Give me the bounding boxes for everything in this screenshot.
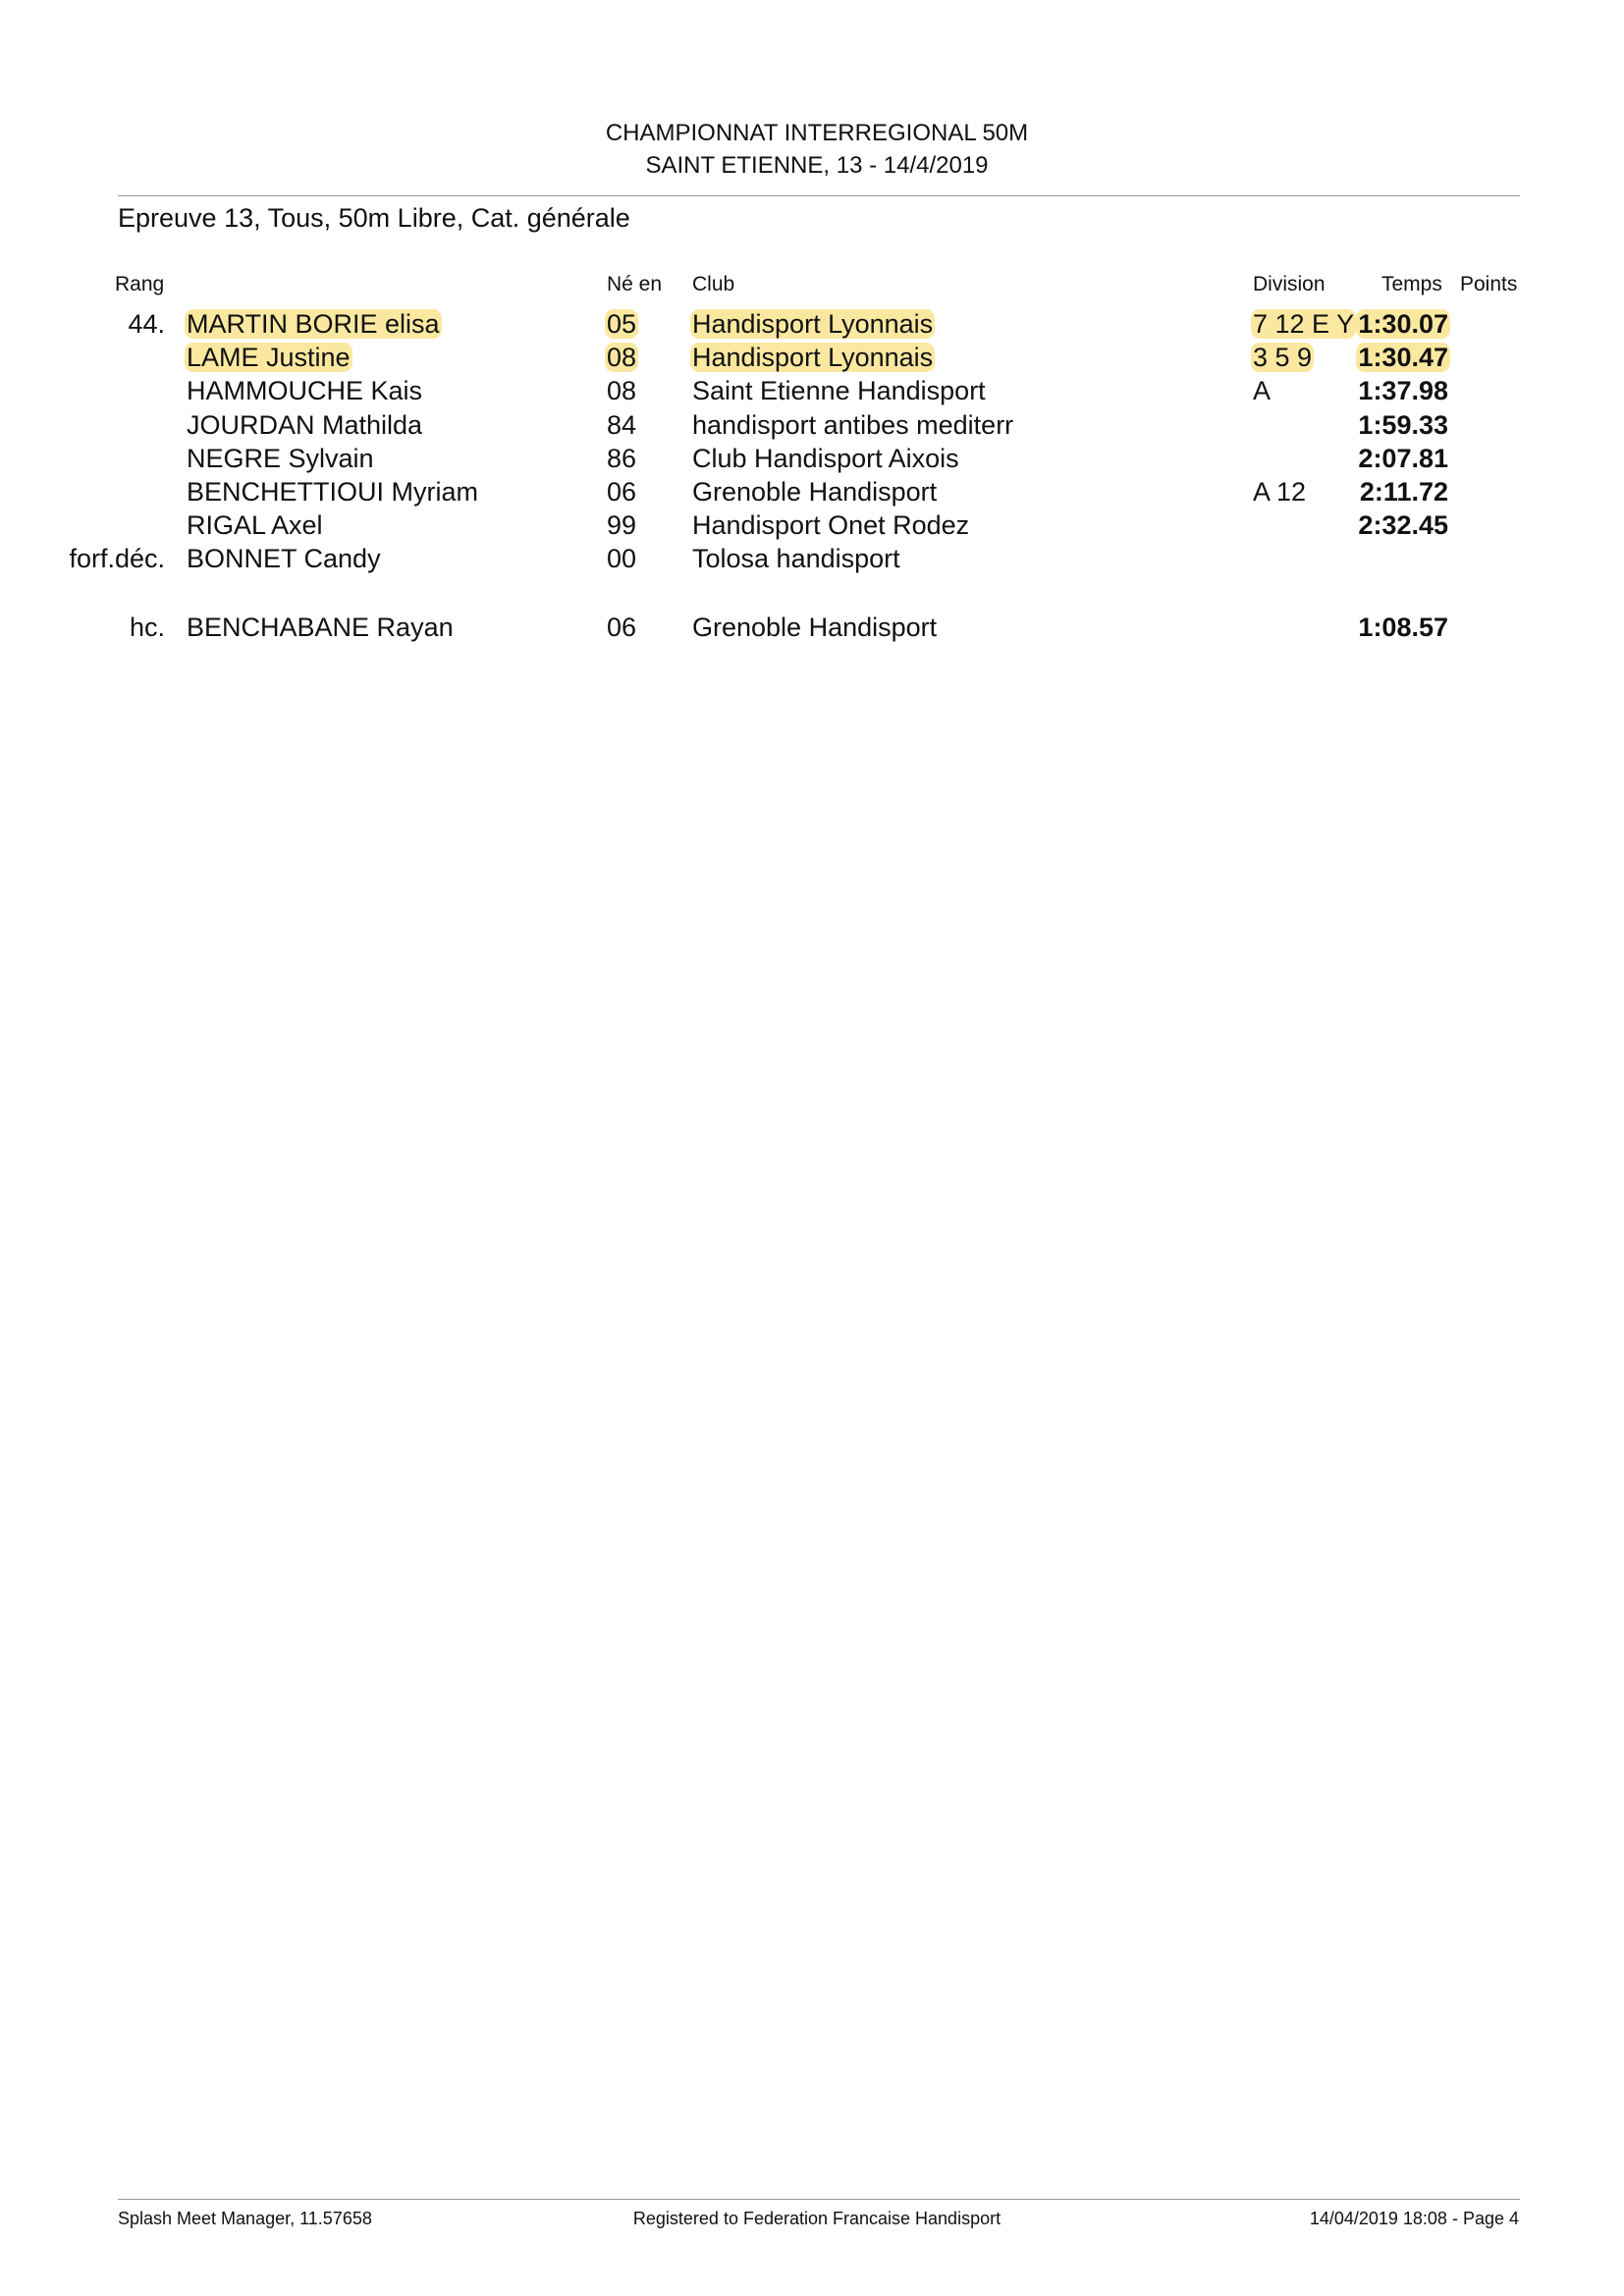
result-born-text: 99 [607,510,637,540]
result-rank-text: forf.déc. [69,544,165,573]
result-club [692,543,900,574]
result-rank [47,476,165,507]
result-club-text: handisport antibes mediterr [692,410,1014,440]
result-time [1321,543,1448,574]
result-club [692,443,959,474]
result-club-text: Saint Etienne Handisport [692,376,986,405]
result-club-text: Grenoble Handisport [692,477,938,507]
result-rank [47,409,165,441]
result-time [1321,375,1448,406]
result-division-text: A [1253,376,1272,405]
result-time-text: 1:30.07 [1358,309,1448,339]
result-name [187,375,422,406]
document-subtitle: SAINT ETIENNE, 13 - 14/4/2019 [645,152,989,179]
result-time-text: 2:07.81 [1358,444,1448,473]
footer-software: Splash Meet Manager, 11.57658 [118,2209,372,2228]
result-name-text: MARTIN BORIE elisa [187,309,440,339]
result-time [1321,409,1448,441]
result-division [1253,375,1271,406]
result-division [1253,342,1312,373]
result-born [607,509,636,541]
footer-registered: Registered to Federation Francaise Handisport [632,2209,1001,2228]
result-name-text: NEGRE Sylvain [187,444,374,473]
result-club [692,612,937,643]
result-rank [47,509,165,541]
result-time [1321,443,1448,474]
column-header-points: Points [1460,273,1518,295]
result-club-text: Grenoble Handisport [692,613,938,642]
result-club [692,476,937,507]
result-name [187,476,478,507]
result-name [187,543,381,574]
column-header-born: Né en [607,273,663,295]
result-born-text: 06 [607,477,637,507]
result-division-text: 7 12 E Y [1253,309,1355,339]
column-header-rank: Rang [115,273,165,295]
result-time-text: 1:59.33 [1358,410,1448,440]
column-header-time: Temps [1381,273,1442,295]
result-time-text: 2:32.45 [1358,510,1448,540]
result-rank-text: hc. [129,613,165,642]
result-rank [47,612,165,643]
result-name-text: JOURDAN Mathilda [187,410,423,440]
result-name-text: BENCHETTIOUI Myriam [187,477,478,507]
result-born-text: 08 [607,343,637,372]
result-time [1321,308,1448,340]
result-rank [47,342,165,373]
result-time-text: 1:30.47 [1358,343,1448,372]
result-rank [47,543,165,574]
result-name [187,308,440,340]
event-title: Epreuve 13, Tous, 50m Libre, Cat. générale [118,203,630,233]
result-club-text: Handisport Lyonnais [692,309,934,339]
header-divider [118,195,1520,196]
result-time [1321,476,1448,507]
footer-divider [118,2199,1520,2200]
result-born-text: 06 [607,613,637,642]
column-header-division: Division [1253,273,1326,295]
result-time [1321,612,1448,643]
result-club [692,308,933,340]
result-name [187,509,323,541]
result-name [187,409,422,441]
result-born [607,443,636,474]
result-name-text: LAME Justine [187,343,351,372]
result-club [692,409,1013,441]
result-born-text: 08 [607,376,637,405]
column-header-club: Club [692,273,735,295]
result-rank [47,375,165,406]
result-born [607,543,636,574]
result-name-text: RIGAL Axel [187,510,323,540]
footer-date-page: 14/04/2019 18:08 - Page 4 [1309,2209,1519,2228]
result-name-text: BONNET Candy [187,544,381,573]
result-club [692,342,933,373]
result-time-text: 1:37.98 [1358,376,1448,405]
result-club-text: Handisport Lyonnais [692,343,934,372]
result-rank-text: 44. [128,309,165,339]
result-club [692,375,986,406]
result-time-text: 2:11.72 [1359,477,1448,507]
result-born [607,342,636,373]
result-club [692,509,969,541]
document-title: CHAMPIONNAT INTERREGIONAL 50M [605,120,1029,146]
result-born [607,612,636,643]
result-name [187,342,351,373]
result-division-text: 3 5 9 [1253,343,1313,372]
result-club-text: Handisport Onet Rodez [692,510,970,540]
result-time [1321,342,1448,373]
result-division-text: A 12 [1253,477,1307,507]
result-time [1321,509,1448,541]
result-club-text: Club Handisport Aixois [692,444,959,473]
result-born [607,375,636,406]
result-rank [47,308,165,340]
result-time-text: 1:08.57 [1358,613,1448,642]
result-name-text: HAMMOUCHE Kais [187,376,423,405]
result-club-text: Tolosa handisport [692,544,900,573]
result-born [607,308,636,340]
result-born [607,476,636,507]
result-born [607,409,636,441]
result-name [187,443,374,474]
result-name-text: BENCHABANE Rayan [187,613,454,642]
result-born-text: 86 [607,444,637,473]
result-rank [47,443,165,474]
result-division [1253,476,1306,507]
result-name [187,612,454,643]
result-born-text: 00 [607,544,637,573]
result-born-text: 05 [607,309,637,339]
result-born-text: 84 [607,410,637,440]
